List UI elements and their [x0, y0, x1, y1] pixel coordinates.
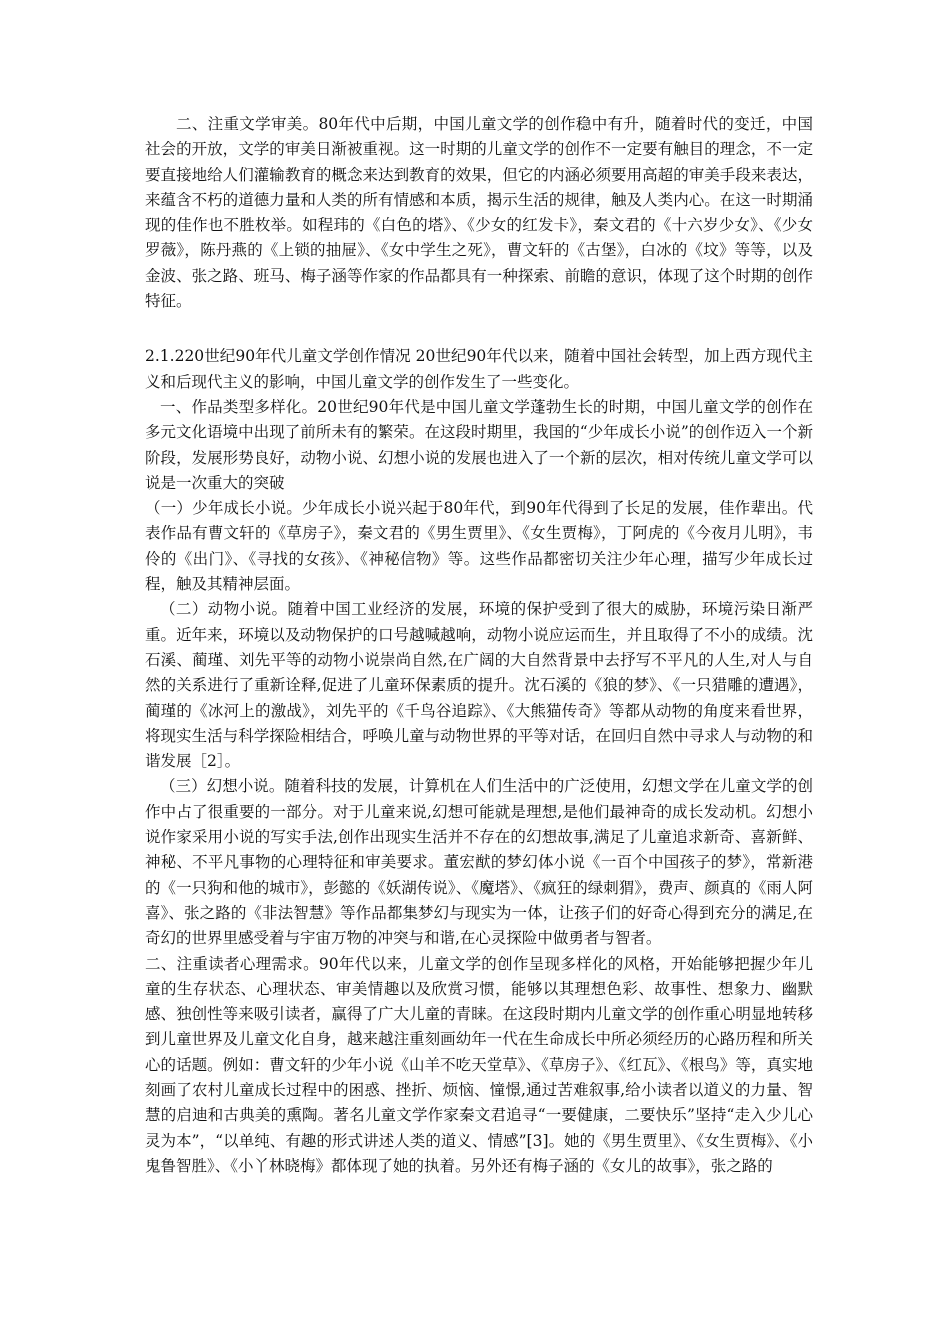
paragraph-reader-psychology: 二、注重读者心理需求。90年代以来，儿童文学的创作呈现多样化的风格，开始能够把握少年儿童的生存状态、心理状态、审美情趣以及欣赏习惯，能够以其理想色彩、故事性、想象力、幽默感、独创性等来吸引读者，赢得了广大儿童的青睐。在这段时期内儿童文学的创作重心明显地转移到儿童世界及儿童文化自身，越来越注重刻画幼年一代在生命成长中所必须经历的心路历程和所关心的话题。例如：曹文轩的少年小说《山羊不吃天堂草》、《草房子》、《红瓦》、《根鸟》等，真实地刻画了农村儿童成长过程中的困惑、挫折、烦恼、憧憬,通过苦难叙事,给小读者以道义的力量、智慧的启迪和古典美的熏陶。著名儿童文学作家秦文君追寻“一要健康，二要快乐”坚持“走入少儿心灵为本”，“以单纯、有趣的形式讲述人类的道义、情感”[3]。她的《男生贾里》、《女生贾梅》、《小鬼鲁智胜》、《小丫林晓梅》都体现了她的执着。另外还有梅子涵的《女儿的故事》，张之路的	[145, 954, 813, 1175]
paragraph-animal-novels: （二）动物小说。随着中国工业经济的发展，环境的保护受到了很大的威胁，环境污染日渐严重。近年来，环境以及动物保护的口号越喊越响，动物小说应运而生，并且取得了不小的成绩。沈石溪、蔺瑾、刘先平等的动物小说崇尚自然,在广阔的大自然背景中去抒写不平凡的人生,对人与自然的关系进行了重新诠释,促进了儿童环保素质的提升。沈石溪的《狼的梦》、《一只猎雕的遭遇》，蔺瑾的《冰河上的激战》，刘先平的《千鸟谷追踪》、《大熊猫传奇》等都从动物的角度来看世界，将现实生活与科学探险相结合，呼唤儿童与动物世界的平等对话，在回归自然中寻求人与动物的和谐发展［2］。	[145, 600, 813, 771]
paragraph-youth-growth-novels: （一）少年成长小说。少年成长小说兴起于80年代，到90年代得到了长足的发展，佳作辈出。代表作品有曹文轩的《草房子》，秦文君的《男生贾里》、《女生贾梅》，丁阿虎的《今夜月儿明》，韦伶的《出门》、《寻找的女孩》、《神秘信物》等。这些作品都密切关注少年心理，描写少年成长过程，触及其精神层面。	[145, 499, 813, 594]
paragraph-diversified-types: 一、作品类型多样化。20世纪90年代是中国儿童文学蓬勃生长的时期，中国儿童文学的创作在多元文化语境中出现了前所未有的繁荣。在这段时期里，我国的“少年成长小说”的创作迈入一个新阶段，发展形势良好，动物小说、幻想小说的发展也进入了一个新的层次，相对传统儿童文学可以说是一次重大的突破	[145, 397, 813, 492]
paragraph-fantasy-novels: （三）幻想小说。随着科技的发展，计算机在人们生活中的广泛使用，幻想文学在儿童文学的创作中占了很重要的一部分。对于儿童来说,幻想可能就是理想,是他们最神奇的成长发动机。幻想小说作家采用小说的写实手法,创作出现实生活并不存在的幻想故事,满足了儿童追求新奇、喜新鲜、神秘、不平凡事物的心理特征和审美要求。董宏猷的梦幻体小说《一百个中国孩子的梦》，常新港的《一只狗和他的城市》，彭懿的《妖湖传说》、《魔塔》、《疯狂的绿刺猬》，费声、颜真的《雨人阿喜》、张之路的《非法智慧》等作品都集梦幻与现实为一体，让孩子们的好奇心得到充分的满足,在奇幻的世界里感受着与宇宙万物的冲突与和谐,在心灵探险中做勇者与智者。	[145, 777, 813, 948]
section-heading-90s: 2.1.220世纪90年代儿童文学创作情况 20世纪90年代以来，随着中国社会转型，加上西方现代主义和后现代主义的影响，中国儿童文学的创作发生了一些变化。	[145, 347, 813, 391]
paragraph-gap	[145, 314, 813, 344]
document-page	[145, 112, 813, 1179]
paragraph-aesthetics-80s: 二、注重文学审美。80年代中后期，中国儿童文学的创作稳中有升，随着时代的变迁，中国社会的开放，文学的审美日渐被重视。这一时期的儿童文学的创作不一定要有触目的理念，不一定要直接地给人们灌输教育的概念来达到教育的效果，但它的内涵必须要用高超的审美手段来表达，来蕴含不朽的道德力量和人类的所有情感和本质，揭示生活的规律，触及人类内心。在这一时期涌现的佳作也不胜枚举。如程玮的《白色的塔》、《少女的红发卡》，秦文君的《十六岁少女》、《少女罗薇》，陈丹燕的《上锁的抽屉》、《女中学生之死》，曹文轩的《古堡》，白冰的《坟》等等，以及金波、张之路、班马、梅子涵等作家的作品都具有一种探索、前瞻的意识，体现了这个时期的创作特征。	[145, 115, 813, 311]
